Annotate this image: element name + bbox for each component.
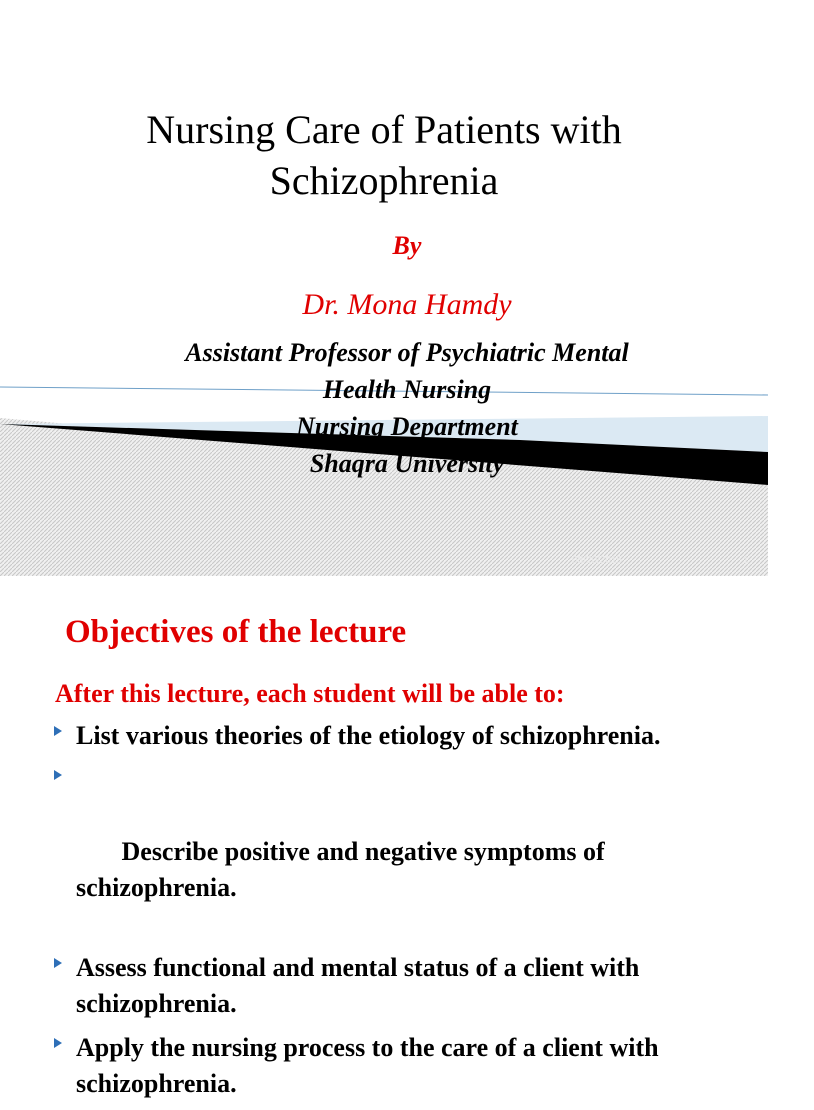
title-slide	[0, 0, 768, 576]
title-line: Nursing Care of Patients with	[146, 107, 622, 152]
affiliation-line: Health Nursing	[322, 375, 492, 404]
affiliation-line: Nursing Department	[296, 412, 518, 441]
list-item	[48, 950, 758, 1022]
objective-text: Describe positive and negative symptoms of schizophrenia.	[76, 837, 612, 902]
objectives-list	[48, 718, 758, 1110]
objectives-title: Objectives of the lecture	[65, 614, 407, 650]
list-item	[48, 1030, 758, 1102]
list-item	[48, 718, 758, 754]
objective-text: Apply the nursing process to the care of a client with schizophrenia.	[76, 1033, 659, 1098]
affiliation-line: Shaqra University	[309, 449, 505, 478]
title-line: Schizophrenia	[269, 158, 499, 203]
slide-number: 1	[743, 555, 749, 566]
bullet-arrow-icon	[54, 770, 62, 780]
list-item	[48, 762, 758, 942]
presentation-title	[20, 104, 748, 206]
author-affiliation	[40, 334, 774, 482]
affiliation-line: Assistant Professor of Psychiatric Mental	[185, 338, 629, 367]
footer-date: 08/20/2015	[572, 555, 623, 566]
objectives-slide	[0, 576, 768, 1098]
objectives-intro: After this lecture, each student will be able to:	[55, 679, 565, 708]
bullet-arrow-icon	[54, 726, 62, 736]
bullet-arrow-icon	[54, 958, 62, 968]
objective-text: List various theories of the etiology of schizophrenia.	[76, 721, 661, 750]
author-name: Dr. Mona Hamdy	[302, 288, 512, 321]
by-label: By	[392, 231, 422, 260]
objective-text: Assess functional and mental status of a client with schizophrenia.	[76, 953, 640, 1018]
bullet-arrow-icon	[54, 1038, 62, 1048]
